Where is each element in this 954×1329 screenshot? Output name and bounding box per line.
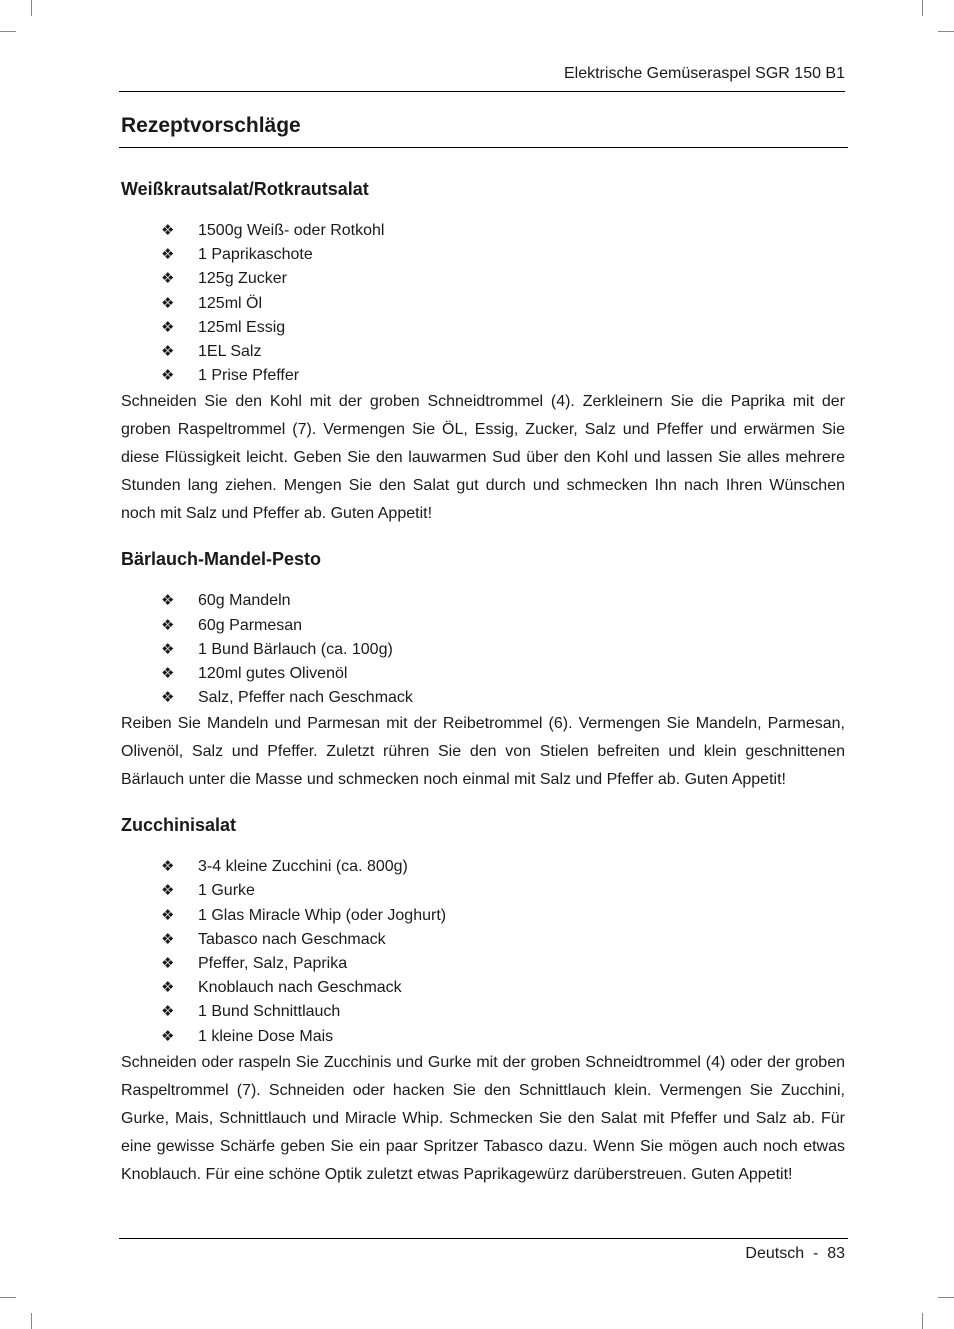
recipe-baerlauch-pesto	[121, 546, 845, 794]
recipe-title: Bärlauch-Mandel-Pesto	[121, 549, 322, 570]
page-number: 83	[827, 1245, 845, 1262]
diamond-bullet-icon: ❖	[161, 1027, 175, 1045]
diamond-bullet-icon: ❖	[161, 858, 175, 876]
diamond-bullet-icon: ❖	[161, 979, 175, 997]
crop-mark	[31, 0, 32, 16]
ingredient-item	[121, 292, 845, 316]
ingredient-item	[121, 340, 845, 364]
footer-divider	[119, 1238, 848, 1239]
recipe-list	[121, 176, 845, 1189]
ingredient-text: 1500g Weiß- oder Rotkohl	[198, 222, 385, 239]
ingredient-item	[121, 364, 845, 388]
diamond-bullet-icon: ❖	[161, 664, 175, 682]
ingredient-text: 1EL Salz	[198, 342, 262, 360]
diamond-bullet-icon: ❖	[161, 294, 175, 312]
diamond-bullet-icon: ❖	[161, 270, 175, 288]
header-divider	[119, 91, 845, 92]
diamond-bullet-icon: ❖	[161, 689, 175, 707]
crop-mark	[922, 0, 923, 16]
ingredient-item	[121, 638, 845, 662]
diamond-bullet-icon: ❖	[161, 1003, 175, 1021]
ingredient-text: Pfeffer, Salz, Paprika	[198, 955, 348, 972]
ingredient-text: 60g Parmesan	[198, 616, 303, 634]
ingredient-item	[121, 1025, 845, 1049]
page-footer	[119, 1242, 845, 1266]
ingredient-text: 125g Zucker	[198, 270, 287, 288]
ingredient-item	[121, 614, 845, 638]
recipe-title: Zucchinisalat	[121, 815, 237, 836]
ingredient-text: Knoblauch nach Geschmack	[198, 979, 402, 997]
ingredient-item	[121, 928, 845, 952]
diamond-bullet-icon: ❖	[161, 640, 175, 658]
diamond-bullet-icon: ❖	[161, 342, 175, 360]
recipe-instructions: Reiben Sie Mandeln und Parmesan mit der Reibetrommel (6). Vermengen Sie Mandeln, Parmesan, Olivenöl, Salz und Pfeffer. Zuletzt rühren Sie den von Stielen befreiten und klein geschnittenen Bärlauch unter die Masse und schmecken noch einmal mit Salz und Pfeffer ab. Guten Appetit!	[121, 715, 845, 789]
ingredient-item	[121, 1000, 845, 1024]
ingredient-text: Tabasco nach Geschmack	[198, 930, 386, 948]
recipe-title: Weißkrautsalat/Rotkrautsalat	[121, 179, 369, 199]
page-title: Rezeptvorschläge	[121, 114, 301, 137]
recipe-weisskrautsalat	[121, 176, 845, 528]
recipe-zucchinisalat	[121, 812, 845, 1189]
title-divider	[119, 147, 848, 148]
ingredient-item	[121, 879, 845, 903]
ingredient-text: 1 Prise Pfeffer	[198, 367, 300, 385]
ingredient-list	[121, 219, 845, 388]
ingredient-list	[121, 589, 845, 710]
diamond-bullet-icon: ❖	[161, 616, 175, 634]
crop-mark	[0, 1297, 16, 1298]
crop-mark	[0, 31, 16, 32]
ingredient-text: 125ml Öl	[198, 294, 263, 312]
ingredient-item	[121, 855, 845, 879]
ingredient-text: 125ml Essig	[198, 318, 286, 336]
crop-mark	[31, 1313, 32, 1329]
footer-separator: -	[812, 1245, 819, 1262]
diamond-bullet-icon: ❖	[161, 222, 175, 239]
ingredient-item	[121, 904, 845, 928]
ingredient-text: 60g Mandeln	[198, 592, 291, 610]
ingredient-item	[121, 662, 845, 686]
crop-mark	[922, 1313, 923, 1329]
recipe-instructions: Schneiden oder raspeln Sie Zucchinis und Gurke mit der groben Schneidtrommel (4) oder der groben Raspeltrommel (7). Schneiden oder hacken Sie den Schnittlauch klein. Vermengen Sie Zucchini, Gurke, Mais, Schnittlauch und Miracle Whip. Schmecken Sie den Salat mit Pfeffer und Salz ab. Für eine gewisse Schärfe geben Sie ein paar Spritzer Tabasco dazu. Wenn Sie mögen auch noch etwas Knoblauch. Für eine schöne Optik zuletzt etwas Paprikagewürz darüberstreuen. Guten Appetit!	[121, 1053, 845, 1183]
ingredient-item	[121, 219, 845, 243]
ingredient-text: 1 Bund Bärlauch (ca. 100g)	[198, 640, 393, 658]
diamond-bullet-icon: ❖	[161, 882, 175, 900]
diamond-bullet-icon: ❖	[161, 318, 175, 336]
diamond-bullet-icon: ❖	[161, 246, 175, 264]
diamond-bullet-icon: ❖	[161, 906, 175, 924]
ingredient-text: Salz, Pfeffer nach Geschmack	[198, 689, 413, 707]
ingredient-item	[121, 589, 845, 613]
crop-mark	[938, 1297, 954, 1298]
diamond-bullet-icon: ❖	[161, 592, 175, 610]
diamond-bullet-icon: ❖	[161, 955, 175, 972]
ingredient-item	[121, 267, 845, 291]
ingredient-item	[121, 952, 845, 976]
ingredient-text: 1 Glas Miracle Whip (oder Joghurt)	[198, 906, 447, 924]
recipe-instructions: Schneiden Sie den Kohl mit der groben Schneidtrommel (4). Zerkleinern Sie die Paprika mit der groben Raspeltrommel (7). Vermengen Sie ÖL, Essig, Zucker, Salz und Pfeffer und erwärmen Sie diese Flüssigkeit leicht. Geben Sie den lauwarmen Sud über den Kohl und lassen Sie alles mehrere Stunden lang ziehen. Mengen Sie den Salat gut durch und schmecken Ihn nach Ihren Wünschen noch mit Salz und Pfeffer ab. Guten Appetit!	[121, 393, 845, 523]
diamond-bullet-icon: ❖	[161, 930, 175, 948]
footer-language: Deutsch	[745, 1245, 805, 1262]
ingredient-text: 1 kleine Dose Mais	[198, 1027, 334, 1045]
ingredient-text: 3-4 kleine Zucchini (ca. 800g)	[198, 858, 408, 876]
running-header: Elektrische Gemüseraspel SGR 150 B1	[563, 65, 845, 82]
ingredient-item	[121, 686, 845, 710]
ingredient-item	[121, 243, 845, 267]
crop-mark	[938, 31, 954, 32]
diamond-bullet-icon: ❖	[161, 367, 175, 385]
ingredient-text: 1 Paprikaschote	[198, 246, 313, 264]
ingredient-text: 1 Bund Schnittlauch	[198, 1003, 341, 1021]
ingredient-text: 120ml gutes Olivenöl	[198, 664, 348, 682]
ingredient-item	[121, 976, 845, 1000]
ingredient-text: 1 Gurke	[198, 882, 255, 900]
ingredient-list	[121, 855, 845, 1049]
ingredient-item	[121, 316, 845, 340]
